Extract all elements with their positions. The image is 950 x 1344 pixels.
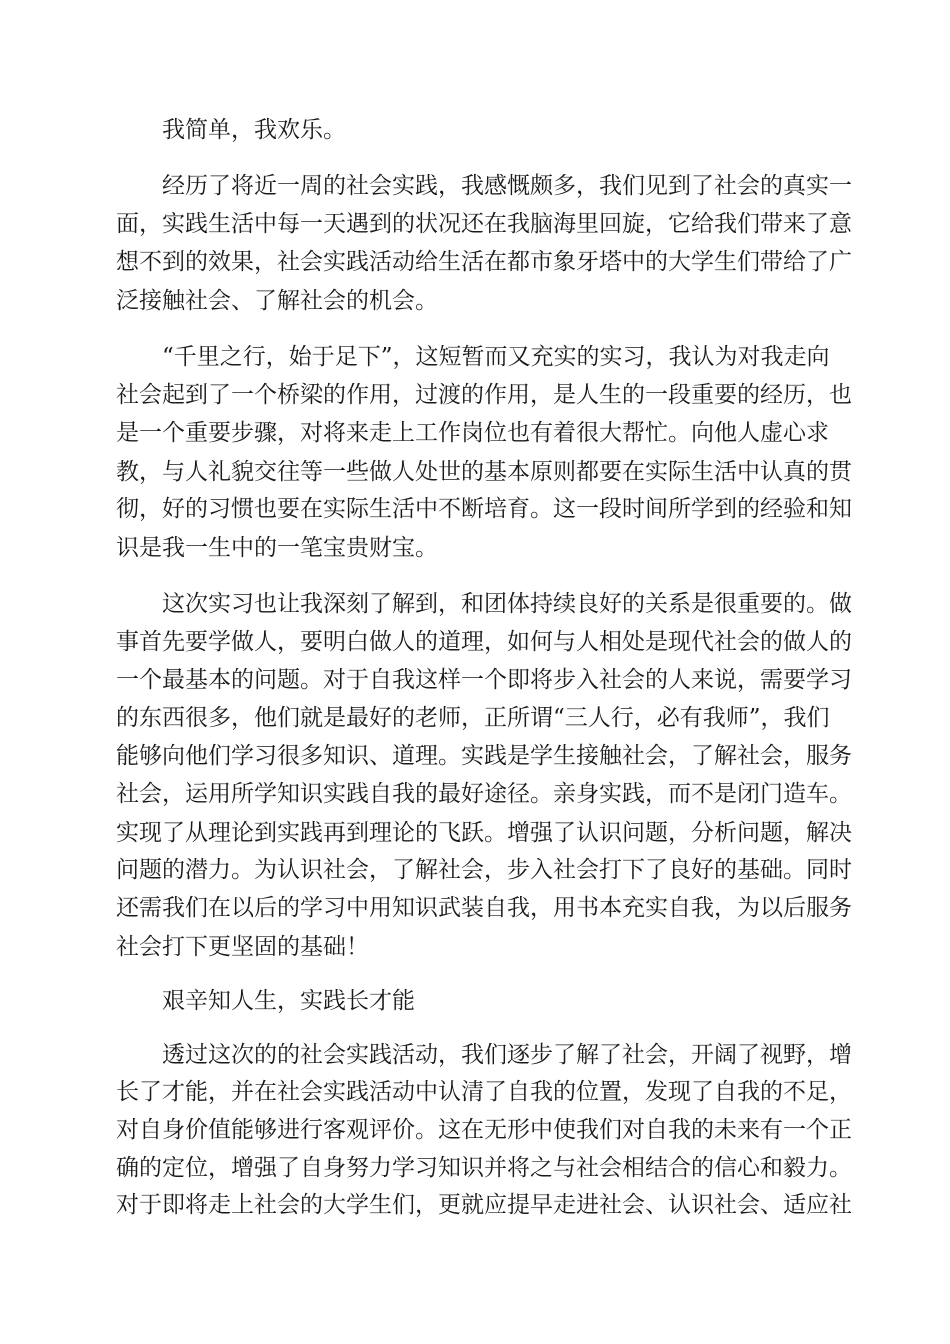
text-line: 实现了从理论到实践再到理论的飞跃。增强了认识问题，分析问题，解决	[116, 820, 852, 846]
text-line: 一个最基本的问题。对于自我这样一个即将步入社会的人来说，需要学习	[116, 667, 852, 693]
text-line: 识是我一生中的一笔宝贵财宝。	[116, 535, 438, 561]
text-line: 社会起到了一个桥梁的作用，过渡的作用，是人生的一段重要的经历，也	[116, 382, 852, 408]
text-line: 对自身价值能够进行客观评价。这在无形中使我们对自我的未来有一个正	[116, 1117, 852, 1143]
text-line: 问题的潜力。为认识社会，了解社会，步入社会打下了良好的基础。同时	[116, 857, 852, 883]
paragraph-first-line: 这次实习也让我深刻了解到，和团体持续良好的关系是很重要的。做	[162, 591, 852, 617]
text-line: 确的定位，增强了自身努力学习知识并将之与社会相结合的信心和毅力。	[116, 1155, 852, 1181]
text-line: 彻，好的习惯也要在实际生活中不断培育。这一段时间所学到的经验和知	[116, 496, 852, 522]
text-line: 事首先要学做人，要明白做人的道理，如何与人相处是现代社会的做人的	[116, 629, 852, 655]
text-line: 社会打下更坚固的基础！	[116, 934, 369, 960]
section-heading: 艰辛知人生，实践长才能	[162, 988, 415, 1014]
text-line: 是一个重要步骤，对将来走上工作岗位也有着很大帮忙。向他人虚心求	[116, 420, 829, 446]
paragraph-first-line: 透过这次的的社会实践活动，我们逐步了解了社会，开阔了视野，增	[162, 1042, 852, 1068]
text-line: 长了才能，并在社会实践活动中认清了自我的位置，发现了自我的不足，	[116, 1079, 852, 1105]
text-line: 教，与人礼貌交往等一些做人处世的基本原则都要在实际生活中认真的贯	[116, 459, 852, 485]
paragraph-first-line: “千里之行，始于足下”，这短暂而又充实的实习，我认为对我走向	[162, 344, 830, 370]
text-line: 社会，运用所学知识实践自我的最好途径。亲身实践，而不是闭门造车。	[116, 781, 852, 807]
text-line: 还需我们在以后的学习中用知识武装自我，用书本充实自我，为以后服务	[116, 895, 852, 921]
text-line: 的东西很多，他们就是最好的老师，正所谓“三人行，必有我师”，我们	[116, 705, 830, 731]
text-line: 对于即将走上社会的大学生们，更就应提早走进社会、认识社会、适应社	[116, 1192, 852, 1218]
text-line: 泛接触社会、了解社会的机会。	[116, 288, 438, 314]
paragraph-first-line: 经历了将近一周的社会实践，我感慨颇多，我们见到了社会的真实一	[162, 173, 852, 199]
text-line: 面，实践生活中每一天遇到的状况还在我脑海里回旋，它给我们带来了意	[116, 211, 852, 237]
text-line: 能够向他们学习很多知识、道理。实践是学生接触社会，了解社会，服务	[116, 743, 852, 769]
text-line: 想不到的效果，社会实践活动给生活在都市象牙塔中的大学生们带给了广	[116, 249, 852, 275]
text-line: 我简单，我欢乐。	[162, 117, 346, 143]
